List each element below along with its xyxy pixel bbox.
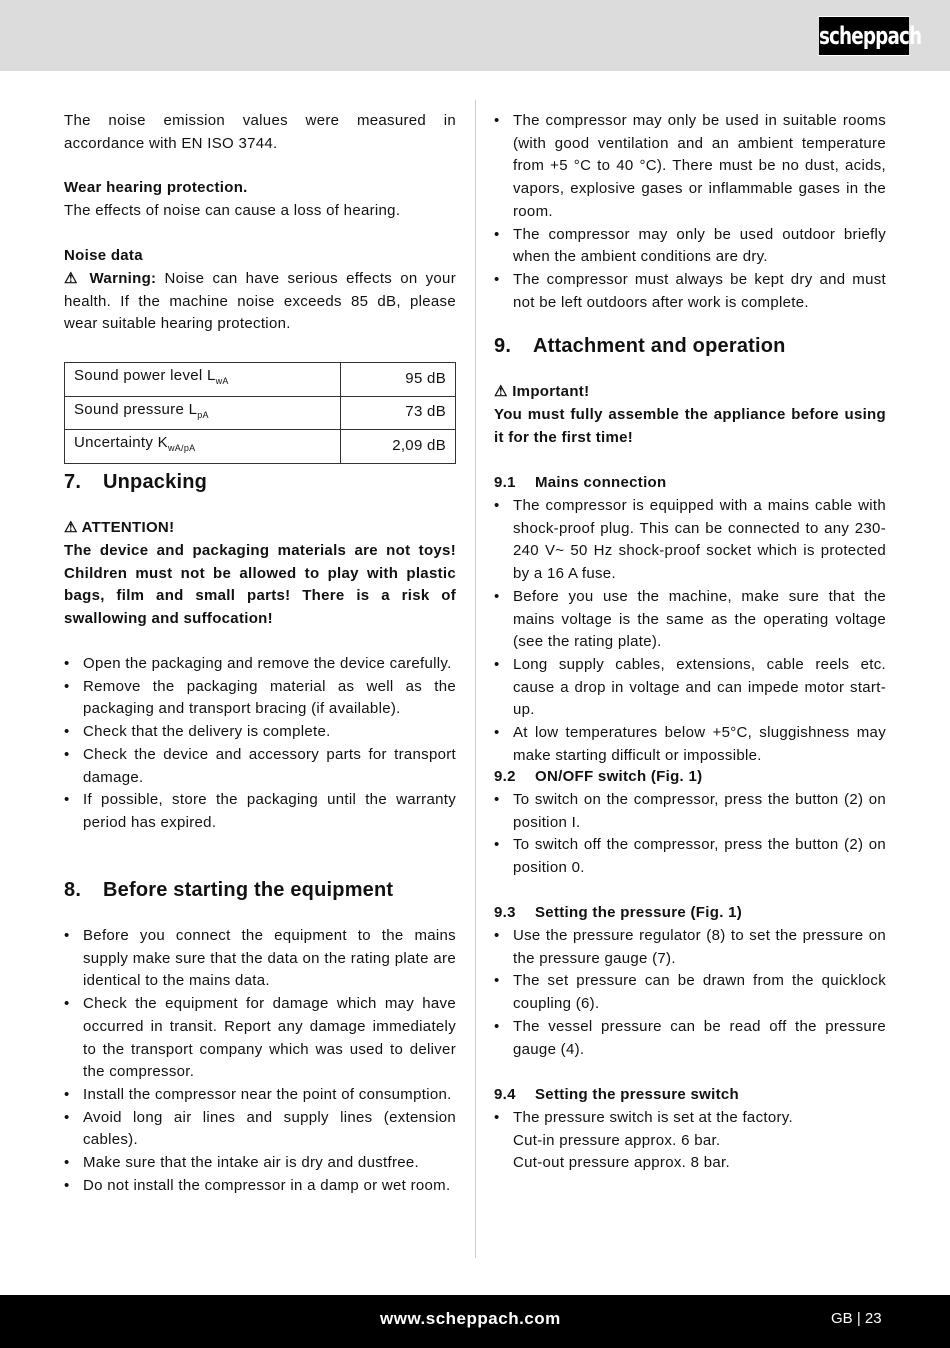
website-link[interactable]: www.scheppach.com bbox=[380, 1309, 561, 1328]
pressure-switch-list bbox=[494, 1107, 886, 1175]
section-8-heading: 8. Before starting the equipment bbox=[64, 879, 394, 901]
room-conditions-list bbox=[494, 110, 886, 314]
list-item: • The compressor must always be kept dry and must not be left outdoors after work is complete. bbox=[494, 269, 886, 314]
setting-pressure-list bbox=[494, 925, 886, 1061]
section-9-heading: 9. Attachment and operation bbox=[494, 335, 786, 357]
list-item: • If possible, store the packaging until the warranty period has expired. bbox=[64, 789, 456, 834]
scheppach-logo: scheppach bbox=[818, 16, 910, 56]
on-off-switch-list bbox=[494, 789, 886, 880]
list-item: • Do not install the compressor in a damp or wet room. bbox=[64, 1175, 456, 1198]
table-cell-value: 95 dB bbox=[340, 363, 455, 397]
list-item: • Long supply cables, extensions, cable reels etc. cause a drop in voltage and can impede motor start-up. bbox=[494, 654, 886, 722]
table-row bbox=[65, 363, 456, 397]
list-item: • The set pressure can be drawn from the quicklock coupling (6). bbox=[494, 970, 886, 1015]
list-item: • Install the compressor near the point of consumption. bbox=[64, 1084, 456, 1107]
page-header bbox=[0, 0, 950, 71]
list-item: • To switch on the compressor, press the button (2) on position I. bbox=[494, 789, 886, 834]
list-item: • The compressor may only be used in suitable rooms (with good ventilation and an ambient temperature from +5 °C to 40 °C). There must be no dust, acids, vapors, explosive gases or inflammable gases in the room. bbox=[494, 110, 886, 224]
important-text: You must fully assemble the appliance before using it for the first time! bbox=[494, 406, 886, 446]
table-row bbox=[65, 396, 456, 430]
list-item: • Before you connect the equipment to the mains supply make sure that the data on the rating plate are identical to the mains data. bbox=[64, 925, 456, 993]
table-cell-label: Sound pressure $L_{pA}$ bbox=[65, 396, 341, 430]
list-item: • At low temperatures below +5°C, sluggishness may make starting difficult or impossible. bbox=[494, 722, 886, 767]
attention-text: The device and packaging materials are not toys! Children must not be allowed to play with plastic bags, film and small parts! There is a risk of swallowing and suffocation! bbox=[64, 542, 456, 628]
section-7-heading: 7. Unpacking bbox=[64, 471, 208, 493]
list-item: • Remove the packaging material as well as the packaging and transport bracing (if available). bbox=[64, 676, 456, 721]
noise-data-title: Noise data bbox=[64, 247, 143, 264]
page-footer bbox=[0, 1295, 950, 1348]
list-item: • The compressor may only be used outdoor briefly when the ambient conditions are dry. bbox=[494, 224, 886, 269]
section-9-3-heading: 9.3 Setting the pressure (Fig. 1) bbox=[494, 904, 743, 921]
warning-text: Noise can have serious effects on your health. If the machine noise exceeds 85 dB, please wear suitable hearing protection. bbox=[64, 270, 456, 333]
table-cell-label: Uncertainty $K_{wA/pA}$ bbox=[65, 430, 341, 464]
table-cell-value: 2,09 dB bbox=[340, 430, 455, 464]
hearing-text: The effects of noise can cause a loss of hearing. bbox=[64, 202, 401, 219]
list-item: • The compressor is equipped with a mains cable with shock-proof plug. This can be connected to any 230-240 V~ 50 Hz shock-proof socket which is protected by a 16 A fuse. bbox=[494, 495, 886, 586]
column-divider bbox=[475, 100, 476, 1258]
list-item: • Open the packaging and remove the device carefully. bbox=[64, 653, 456, 676]
list-item: • To switch off the compressor, press the button (2) on position 0. bbox=[494, 834, 886, 879]
list-item: • Check that the delivery is complete. bbox=[64, 721, 456, 744]
list-item: • The pressure switch is set at the factory. Cut-in pressure approx. 6 bar. Cut-out pressure approx. 8 bar. bbox=[494, 1107, 886, 1175]
intro-text: The noise emission values were measured in accordance with EN ISO 3744. bbox=[64, 112, 456, 152]
table-row bbox=[65, 430, 456, 464]
list-item: • Check the equipment for damage which may have occurred in transit. Report any damage immediately to the transport company which was used to deliver the compressor. bbox=[64, 993, 456, 1084]
table-cell-label: Sound power level $L_{wA}$ bbox=[65, 363, 341, 397]
list-item: • Avoid long air lines and supply lines (extension cables). bbox=[64, 1107, 456, 1152]
warning-label: ⚠ Warning: bbox=[64, 270, 157, 287]
hearing-title: Wear hearing protection. bbox=[64, 179, 248, 196]
list-item: • Check the device and accessory parts for transport damage. bbox=[64, 744, 456, 789]
important-label: ⚠ Important! bbox=[494, 383, 590, 400]
page-number: GB | 23 bbox=[831, 1310, 882, 1327]
list-item: • Make sure that the intake air is dry and dustfree. bbox=[64, 1152, 456, 1175]
list-item: • Use the pressure regulator (8) to set the pressure on the pressure gauge (7). bbox=[494, 925, 886, 970]
section-9-1-heading: 9.1 Mains connection bbox=[494, 474, 667, 491]
section-9-4-heading: 9.4 Setting the pressure switch bbox=[494, 1086, 739, 1103]
section-9-2-heading: 9.2 ON/OFF switch (Fig. 1) bbox=[494, 768, 703, 785]
before-starting-list bbox=[64, 925, 456, 1197]
list-item: • Before you use the machine, make sure that the mains voltage is the same as the operating voltage (see the rating plate). bbox=[494, 586, 886, 654]
unpacking-list bbox=[64, 653, 456, 835]
noise-data-table bbox=[64, 362, 456, 464]
mains-connection-list bbox=[494, 495, 886, 767]
warning-paragraph bbox=[64, 268, 456, 336]
list-item: • The vessel pressure can be read off the pressure gauge (4). bbox=[494, 1016, 886, 1061]
attention-label: ⚠ ATTENTION! bbox=[64, 519, 175, 536]
table-cell-value: 73 dB bbox=[340, 396, 455, 430]
